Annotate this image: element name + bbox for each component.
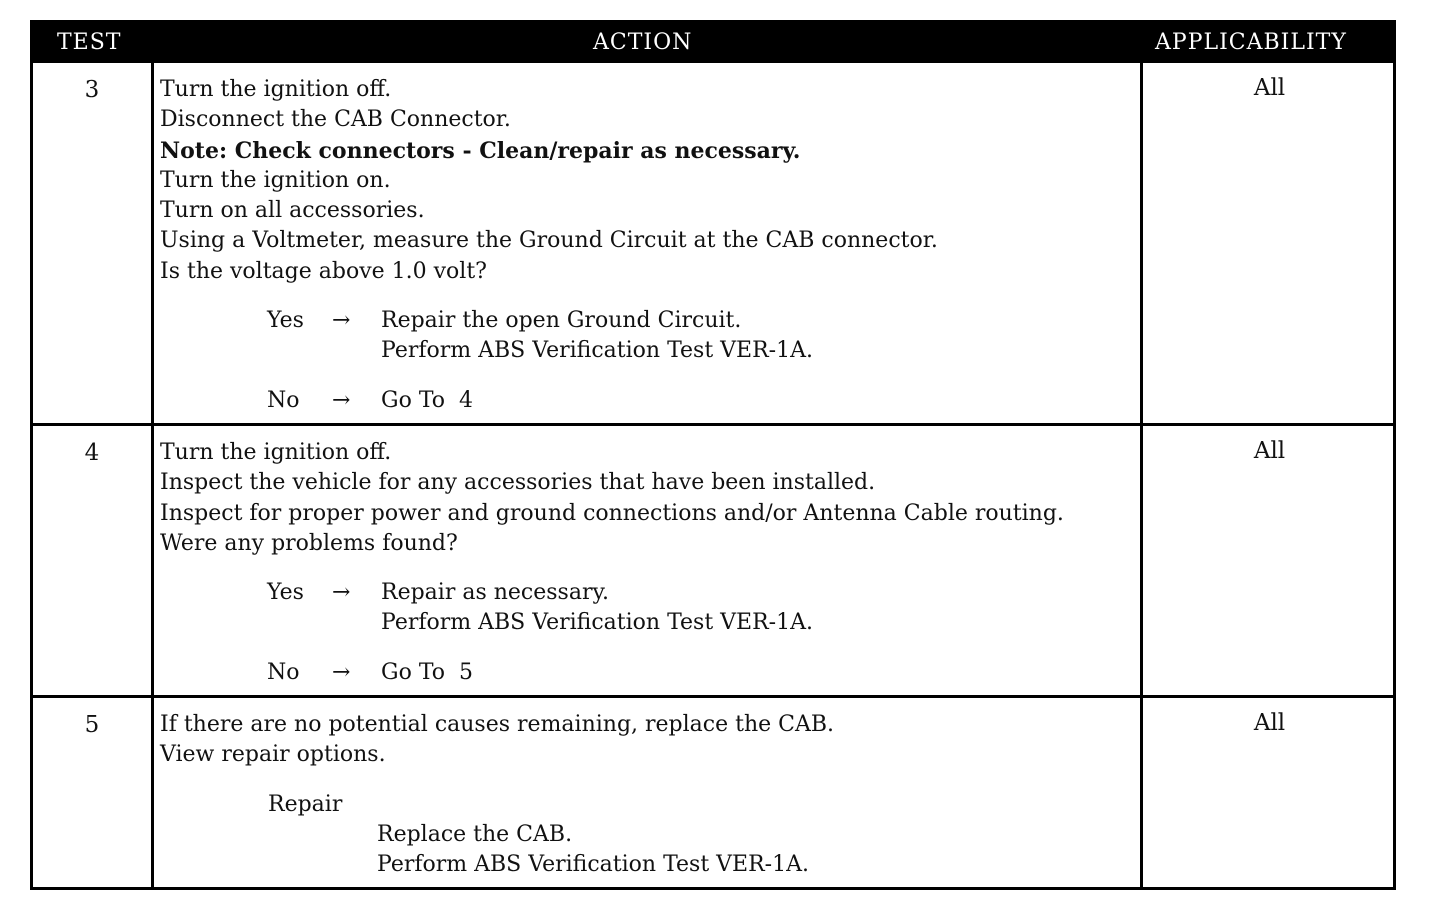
applicability-cell: All bbox=[1253, 438, 1286, 464]
note-text: Note: Check connectors - Clean/repair as necessary. bbox=[160, 137, 801, 164]
yes-action: Repair the open Ground Circuit. bbox=[381, 308, 742, 334]
test-number: 3 bbox=[84, 77, 100, 103]
arrow-right-icon: → bbox=[332, 308, 351, 334]
action-cell bbox=[160, 75, 1135, 416]
table-row-test-5 bbox=[33, 698, 1393, 890]
no-label: No bbox=[267, 387, 300, 413]
repair-options-link[interactable]: View repair options. bbox=[160, 742, 386, 768]
diagnostic-test-table bbox=[30, 20, 1396, 890]
repair-heading bbox=[160, 790, 1135, 820]
goto-target: 5 bbox=[459, 659, 474, 685]
step-text: Turn the ignition off. bbox=[160, 77, 392, 102]
goto-target: 4 bbox=[459, 387, 474, 413]
repair-item-text: Replace the CAB. bbox=[377, 821, 573, 847]
goto-text: Go To bbox=[381, 659, 446, 685]
yes-action: Repair as necessary. bbox=[381, 580, 609, 606]
yes-action-2: Perform ABS Verification Test VER-1A. bbox=[381, 338, 813, 364]
yes-branch-continued bbox=[160, 336, 1135, 366]
step-text: Turn the ignition off. bbox=[160, 440, 392, 465]
repair-label: Repair bbox=[268, 791, 343, 817]
step-text: Inspect for proper power and ground connections and/or Antenna Cable routing. bbox=[160, 500, 1064, 526]
yes-label: Yes bbox=[267, 308, 304, 334]
goto-link[interactable] bbox=[381, 658, 473, 688]
yes-label: Yes bbox=[267, 580, 304, 606]
header-action: ACTION bbox=[593, 30, 693, 55]
yes-action-2: Perform ABS Verification Test VER-1A. bbox=[381, 610, 813, 636]
test-number: 4 bbox=[84, 440, 100, 466]
table-row-test-4 bbox=[33, 426, 1393, 695]
applicability-cell: All bbox=[1253, 75, 1286, 101]
repair-item-text: Perform ABS Verification Test VER-1A. bbox=[377, 852, 809, 878]
table-header bbox=[33, 23, 1393, 63]
yes-branch bbox=[160, 578, 1135, 608]
repair-item bbox=[160, 850, 1135, 880]
action-cell bbox=[160, 438, 1135, 688]
question-text: Were any problems found? bbox=[160, 530, 458, 556]
yes-branch-continued bbox=[160, 608, 1135, 638]
goto-text: Go To bbox=[381, 387, 446, 413]
repair-item bbox=[160, 820, 1135, 850]
arrow-right-icon: → bbox=[332, 387, 351, 413]
header-applicability: APPLICABILITY bbox=[1155, 30, 1347, 55]
question-text: Is the voltage above 1.0 volt? bbox=[160, 258, 487, 284]
header-test: TEST bbox=[57, 30, 122, 55]
applicability-cell: All bbox=[1253, 710, 1286, 736]
step-text: Disconnect the CAB Connector. bbox=[160, 107, 511, 133]
step-text: Inspect the vehicle for any accessories that have been installed. bbox=[160, 470, 876, 496]
yes-branch bbox=[160, 306, 1135, 336]
step-text: Turn the ignition on. bbox=[160, 167, 391, 193]
arrow-right-icon: → bbox=[332, 580, 351, 606]
test-number: 5 bbox=[84, 712, 100, 738]
no-branch bbox=[160, 658, 1135, 688]
step-text: Turn on all accessories. bbox=[160, 198, 425, 224]
goto-link[interactable] bbox=[381, 386, 473, 416]
action-cell bbox=[160, 710, 1135, 880]
no-label: No bbox=[267, 659, 300, 685]
step-text: If there are no potential causes remaining, replace the CAB. bbox=[160, 712, 835, 737]
no-branch bbox=[160, 386, 1135, 416]
step-text: Using a Voltmeter, measure the Ground Circuit at the CAB connector. bbox=[160, 228, 938, 254]
arrow-right-icon: → bbox=[332, 659, 351, 685]
table-row-test-3 bbox=[33, 63, 1393, 423]
